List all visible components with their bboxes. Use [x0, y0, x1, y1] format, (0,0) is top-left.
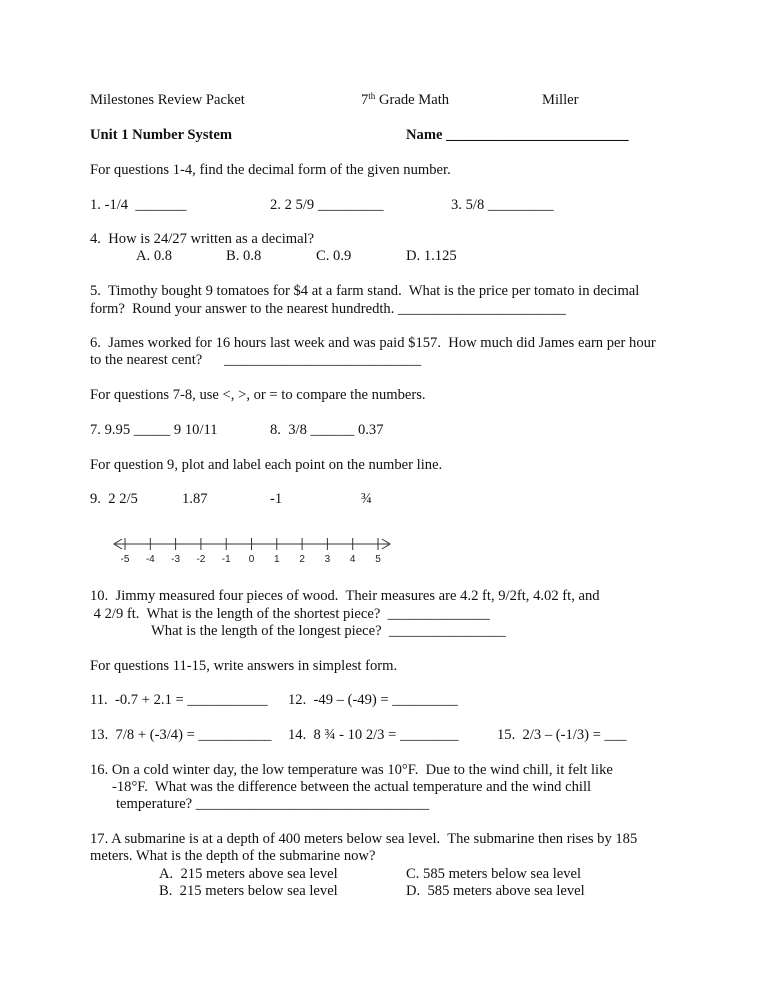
question-4: 4. How is 24/27 written as a decimal? — [90, 231, 315, 247]
number-line-label: 2 — [299, 554, 305, 565]
question-6-line-1: 6. James worked for 16 hours last week and was paid $157. How much did James earn per hour — [90, 335, 656, 351]
instructions-q1-4: For questions 1-4, find the decimal form of the given number. — [90, 162, 451, 178]
unit-title: Unit 1 Number System — [90, 127, 233, 143]
q17-choice-c: C. 585 meters below sea level — [406, 866, 582, 882]
question-17-line-2: meters. What is the depth of the submarine now? — [90, 848, 376, 864]
grade-ordinal: th — [368, 91, 376, 101]
packet-title: Milestones Review Packet — [90, 92, 245, 108]
number-line-label: -5 — [120, 554, 130, 565]
question-8: 8. 3/8 ______ 0.37 — [270, 422, 384, 438]
q4-choice-b: B. 0.8 — [226, 248, 262, 264]
q9-point-2: 1.87 — [182, 491, 208, 507]
q9-point-4: ¾ — [361, 491, 372, 507]
question-10-line-3: What is the length of the longest piece? ________________ — [151, 623, 506, 639]
question-14: 14. 8 ¾ - 10 2/3 = ________ — [288, 727, 459, 743]
question-17-line-1: 17. A submarine is at a depth of 400 meters below sea level. The submarine then rises by 185 — [90, 831, 638, 847]
q9-point-3: -1 — [270, 491, 283, 507]
question-5-line-2: form? Round your answer to the nearest hundredth. _______________________ — [90, 301, 566, 317]
instructions-q7-8: For questions 7-8, use <, >, or = to compare the numbers. — [90, 387, 426, 403]
teacher-name: Miller — [542, 92, 579, 108]
q17-choice-a: A. 215 meters above sea level — [159, 866, 338, 882]
q4-choice-a: A. 0.8 — [136, 248, 173, 264]
name-field-label: Name _________________________ — [406, 127, 629, 143]
question-16-line-2: -18°F. What was the difference between the actual temperature and the wind chill — [112, 779, 592, 795]
number-line-label: 4 — [349, 554, 356, 565]
question-15: 15. 2/3 – (-1/3) = ___ — [497, 727, 627, 743]
q17-choice-d: D. 585 meters above sea level — [406, 883, 585, 899]
question-11: 11. -0.7 + 2.1 = ___________ — [90, 692, 268, 708]
question-5-line-1: 5. Timothy bought 9 tomatoes for $4 at a farm stand. What is the price per tomato in decimal — [90, 283, 640, 299]
number-line-label: -2 — [196, 554, 206, 565]
q9-point-1: 9. 2 2/5 — [90, 491, 138, 507]
q17-choice-b: B. 215 meters below sea level — [159, 883, 338, 899]
question-16-line-3: temperature? ________________________________ — [116, 796, 430, 812]
question-16-line-1: 16. On a cold winter day, the low temperature was 10°F. Due to the wind chill, it felt like — [90, 762, 613, 778]
number-line-label: 3 — [324, 554, 331, 565]
number-line — [108, 535, 398, 565]
number-line-label: 0 — [248, 554, 255, 565]
number-line-label: 1 — [274, 554, 280, 565]
question-6-line-2: to the nearest cent? ___________________________ — [90, 352, 422, 368]
question-7: 7. 9.95 _____ 9 10/11 — [90, 422, 218, 438]
q4-choice-c: C. 0.9 — [316, 248, 352, 264]
instructions-q9: For question 9, plot and label each point on the number line. — [90, 457, 443, 473]
question-10-line-2: 4 2/9 ft. What is the length of the shortest piece? ______________ — [90, 606, 490, 622]
grade-number: 7 — [361, 92, 369, 108]
q4-choice-d: D. 1.125 — [406, 248, 457, 264]
question-2: 2. 2 5/9 _________ — [270, 197, 384, 213]
number-line-label: -4 — [145, 554, 155, 565]
number-line-label: -1 — [221, 554, 231, 565]
number-line-label: 5 — [375, 554, 381, 565]
grade-subject: Grade Math — [375, 92, 450, 108]
number-line-label: -3 — [171, 554, 181, 565]
question-10-line-1: 10. Jimmy measured four pieces of wood. Their measures are 4.2 ft, 9/2ft, 4.02 ft, and — [90, 588, 600, 604]
instructions-q11-15: For questions 11-15, write answers in simplest form. — [90, 658, 398, 674]
question-13: 13. 7/8 + (-3/4) = __________ — [90, 727, 272, 743]
grade-label — [361, 91, 449, 109]
question-3: 3. 5/8 _________ — [451, 197, 554, 213]
question-12: 12. -49 – (-49) = _________ — [288, 692, 458, 708]
question-1: 1. -1/4 _______ — [90, 197, 187, 213]
